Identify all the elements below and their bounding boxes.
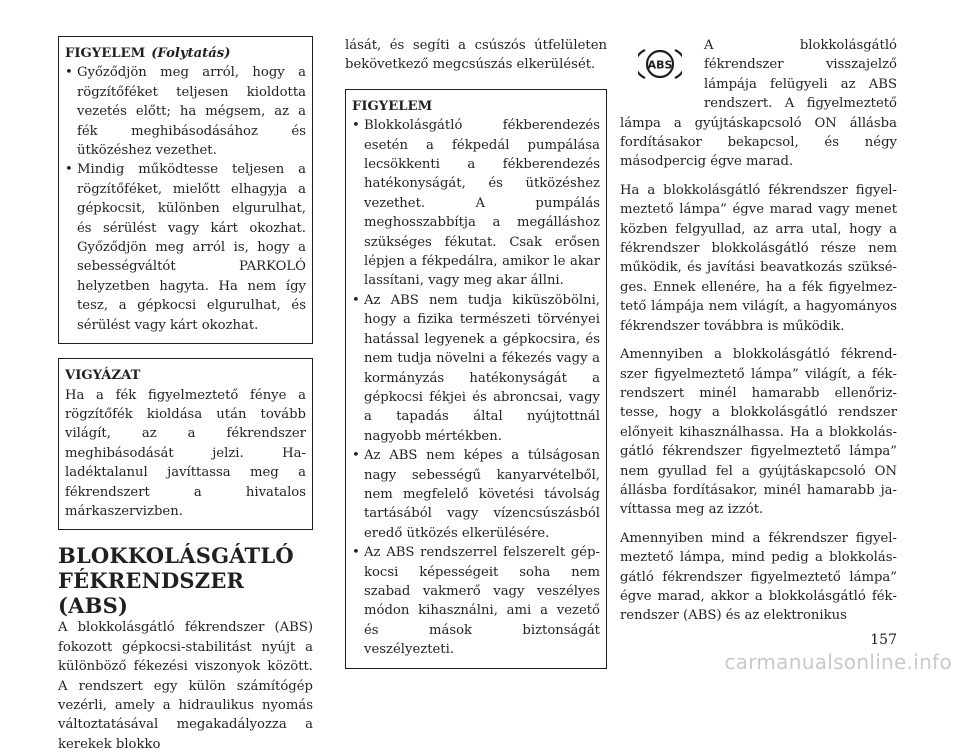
left-column — [58, 36, 313, 754]
list-item: • Blokkolásgátló fékberendezés esetén a fékpedál pumpálása lecsökkenti a fékberendezés hatékonyságát, és ütközéshez vezethet. A pumpálás meghosszabbítja a megálláshoz szükséges fékutat. Csak erősen lépjen a fékpedálra, amikor le akar lassítani, vagy meg akar állni. — [352, 116, 600, 291]
caution-text: Ha a fék figyelmeztető fénye a rögzítőfék kioldása után tovább világít, az a fékrendszer meghibásodását jelzi. Haladéktalanul javíttassa meg a fékrendszert a hivatalos márkaszervizben. — [65, 387, 306, 519]
paragraph: Ha a blokkolásgátló fékrendszer figyelmeztető lámpa” égve marad vagy menet közben felgyullad, az arra utal, hogy a fékrendszer blokkolásgátló része nem működik, és javítási beavatkozás szükséges. Ennek ellenére, ha a fék figyelmeztető lámpája nem világít, a hagyományos fékrendszer továbbra is működik. — [620, 182, 897, 334]
warning-list — [65, 63, 306, 335]
page-number: 157 — [870, 632, 897, 648]
abs-warning-lamp-icon — [620, 36, 700, 96]
warning-title — [65, 44, 306, 63]
list-item: • Az ABS nem képes a túlságosan nagy sebességű kanyarvételből, nem megfelelő követési távolság tartásából vagy vízencsúszásból eredő ütközés elkerülésére. — [352, 446, 600, 543]
middle-column — [345, 36, 607, 669]
warning-title: FIGYELEM — [352, 98, 433, 114]
section-heading — [58, 543, 313, 618]
list-item: • Az ABS rendszerrel felszerelt gépkocsi képességeit soha nem szabad vakmerő vagy veszélyes módon kihasználni, ami a vezető és mások biztonságát veszélyezteti. — [352, 543, 600, 659]
section-heading-line1: BLOKKOLÁSGÁTLÓ — [58, 543, 294, 569]
abs-intro-paragraph: A blokkolásgátló fékrendszer (ABS) fokozott gépkocsi-stabilitást nyújt a különböző fékezési viszonyok között. A rendszert egy külön számítógép vezérli, amely a hidraulikus nyomás változtatásával megakadályozza a kerekek blokko — [58, 620, 313, 752]
list-item: • Győződjön meg arról, hogy a rögzítőféket teljesen kioldotta vezetés előtt; ha mégsem, az a fék meghibásodásához és ütközéshez vezethet. — [65, 63, 306, 160]
warning-title-text: FIGYELEM — [65, 46, 146, 61]
warning-box-continued — [58, 36, 313, 344]
right-column — [620, 36, 897, 635]
lamp-description-paragraph: A blokkolásgátló fékrendszer visszajelző lámpája felügyeli az ABS rendszert. A figyelmeztető lámpa a gyújtáskapcsoló ON állásba fordításakor bekapcsol, és négy másodpercig égve marad. — [620, 38, 897, 170]
watermark: carmanualsonline.info — [724, 650, 952, 674]
caution-title: VIGYÁZAT — [65, 368, 141, 384]
list-item: • Az ABS nem tudja kiküszöbölni, hogy a fizika természeti törvényei hatással legyenek a gépkocsira, és nem tudja növelni a fékezés vagy a kormányzás hatékonyságát a gépkocsi fékjei és abroncsai, vagy a tapadás által nyújtottnál nagyobb mértékben. — [352, 291, 600, 446]
abs-indicator-block — [620, 36, 897, 181]
warning-list — [352, 116, 600, 659]
continued-paragraph: lását, és segíti a csúszós útfelületen bekövetkező megcsúszás elkerülését. — [345, 38, 607, 73]
warning-box — [345, 89, 607, 669]
list-item: • Mindig működtesse teljesen a rögzítőféket, mielőtt elhagyja a gépkocsit, különben elgurulhat, és sérülést vagy kárt okozhat. Győződjön meg arról is, hogy a sebességváltót PARKOLÓ helyzetben hagyta. Ha nem így tesz, a gépkocsi elgurulhat, és sérülést vagy kárt okozhat. — [65, 160, 306, 335]
continued-label: (Folytatás) — [151, 46, 231, 61]
section-heading-line2: FÉKRENDSZER (ABS) — [58, 568, 245, 619]
caution-box — [58, 358, 313, 530]
paragraph: Amennyiben mind a fékrendszer figyelmeztető lámpa, mind pedig a blokkolásgátló fékrendszer figyelmeztető lámpa” égve marad, akkor a blokkolásgátló fékrendszer (ABS) és az elektronikus — [620, 530, 897, 624]
paragraph: Amennyiben a blokkolásgátló fékrendszer figyelmeztető lámpa” világít, a fékrendszert minél hamarabb ellenőriztesse, hogy a blokkolásgátló rendszer előnyeit kihasználhassa. Ha a blokkolásgátló fékrendszer figyelmeztető lámpa” nem gyullad fel a gyújtáskapcsoló ON állásba fordításakor, minél hamarabb javíttassa meg az izzót. — [620, 347, 897, 518]
svg-text:ABS: ABS — [647, 58, 673, 72]
